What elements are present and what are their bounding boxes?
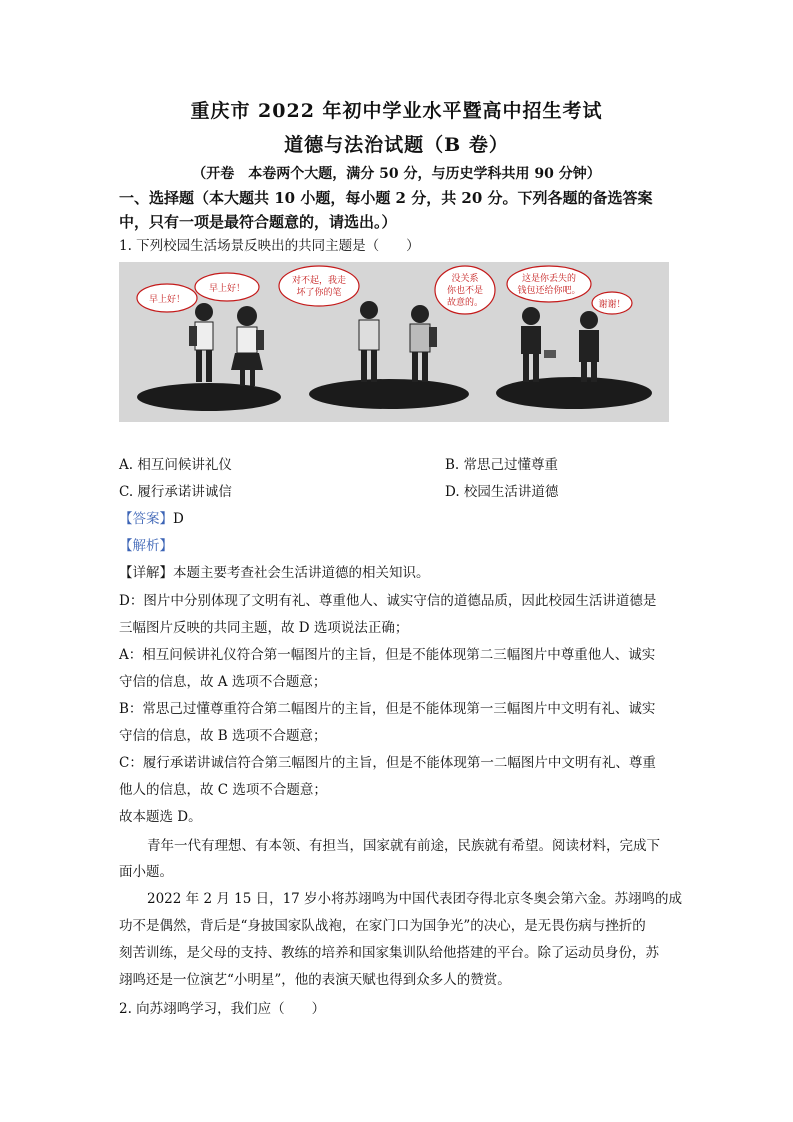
- explain-c-line2: 他人的信息，故 C 选项不合题意；: [119, 782, 327, 798]
- scene1-girl: [231, 306, 264, 386]
- bubble-text-6: 谢谢！: [598, 300, 626, 310]
- scene1-platform: [137, 383, 281, 411]
- explain-c-line1: C：履行承诺讲诚信符合第三幅图片的主旨，但是不能体现第一二幅图片中文明有礼、尊重: [119, 755, 656, 771]
- bubble-text-3a: 对不起，我走: [291, 276, 347, 286]
- exam-note: （开卷 本卷两个大题，满分 50 分，与历史学科共用 90 分钟）: [192, 166, 601, 182]
- bubble-text-3b: 坏了你的笔: [296, 288, 342, 298]
- explain-b-line2: 守信的信息，故 B 选项不合题意；: [119, 728, 327, 744]
- scene3-platform: [496, 377, 652, 409]
- q1-option-a: A. 相互问候讲礼仪: [119, 457, 232, 473]
- bubble-text-4b: 你也不是: [446, 286, 484, 296]
- analysis-tag: 【解析】: [119, 538, 173, 554]
- bubble-scene2-right: [435, 266, 495, 314]
- q1-option-c: C. 履行承诺讲诚信: [119, 484, 232, 500]
- scene3-boy: [521, 307, 556, 382]
- scene2-platform: [309, 379, 469, 409]
- bubble-scene1-left: [137, 284, 197, 312]
- scene2-girl: [410, 305, 437, 382]
- answer-tag: 【答案】: [119, 511, 173, 527]
- section-heading: [119, 186, 679, 234]
- scene3-girl: [579, 311, 599, 382]
- material-p1-line1: 青年一代有理想、有本领、有担当，国家就有前途，民族就有希望。阅读材料，完成下: [147, 838, 660, 854]
- bubble-scene3-left: [507, 266, 591, 302]
- bubble-text-1: 早上好！: [148, 295, 186, 305]
- explain-b-line1: B：常思己过懂尊重符合第二幅图片的主旨，但是不能体现第一三幅图片中文明有礼、诚实: [119, 701, 656, 717]
- conclusion-line: 故本题选 D。: [119, 809, 202, 825]
- q2-stem: 2. 向苏翊鸣学习，我们应（ ）: [119, 1001, 326, 1017]
- bubble-text-5a: 这是你丢失的: [521, 274, 577, 284]
- explain-d-line2: 三幅图片反映的共同主题，故 D 选项说法正确；: [119, 620, 409, 636]
- section-heading-line1: 一、选择题（本大题共 10 小题，每小题 2 分，共 20 分。下列各题的备选答案: [119, 189, 653, 207]
- section-heading-line2: 中，只有一项是最符合题意的，请选出。）: [119, 213, 397, 231]
- q1-option-b: B. 常思己过懂尊重: [445, 457, 559, 473]
- explain-a-line2: 守信的信息，故 A 选项不合题意；: [119, 674, 327, 690]
- material-p2-line1: 2022 年 2 月 15 日，17 岁小将苏翊鸣为中国代表团夺得北京冬奥会第六金。苏翊鸣的成: [147, 891, 683, 907]
- q1-stem: 1. 下列校园生活场景反映出的共同主题是（ ）: [119, 238, 420, 254]
- detail-line: 【详解】本题主要考查社会生活讲道德的相关知识。: [119, 565, 430, 581]
- scene1-boy: [189, 303, 213, 382]
- q1-scene-figure: [119, 262, 669, 422]
- material-p2-line4: 翊鸣还是一位演艺“小明星”，他的表演天赋也得到众多人的赞赏。: [119, 972, 511, 988]
- bubble-text-4a: 没关系: [451, 274, 479, 284]
- scene-illustration: [119, 262, 669, 422]
- material-p2-line2: 功不是偶然，背后是“身披国家队战袍，在家门口为国争光”的决心，是无畏伤病与挫折的: [119, 918, 646, 934]
- material-p2-line3: 刻苦训练，是父母的支持、教练的培养和国家集训队给他搭建的平台。除了运动员身份，苏: [119, 945, 659, 961]
- answer-value: D: [173, 511, 184, 527]
- bubble-text-5b: 钱包还给你吧。: [517, 286, 581, 296]
- scene2-boy: [359, 301, 379, 382]
- bubble-scene1-right: [195, 273, 259, 301]
- bubble-scene2-left: [279, 266, 359, 306]
- q1-option-d: D. 校园生活讲道德: [445, 484, 559, 500]
- explain-d-line1: D：图片中分别体现了文明有礼、尊重他人、诚实守信的道德品质，因此校园生活讲道德是: [119, 593, 657, 609]
- q1-answer: [119, 509, 184, 529]
- exam-subtitle: 道德与法治试题（B 卷）: [284, 134, 509, 156]
- exam-title: 重庆市 2022 年初中学业水平暨高中招生考试: [190, 100, 603, 122]
- bubble-text-4c: 故意的。: [446, 298, 484, 308]
- material-p1-line2: 面小题。: [119, 864, 173, 880]
- explain-a-line1: A：相互问候讲礼仪符合第一幅图片的主旨，但是不能体现第二三幅图片中尊重他人、诚实: [119, 647, 656, 663]
- bubble-text-2: 早上好！: [208, 284, 246, 294]
- bubble-scene3-right: [592, 292, 632, 314]
